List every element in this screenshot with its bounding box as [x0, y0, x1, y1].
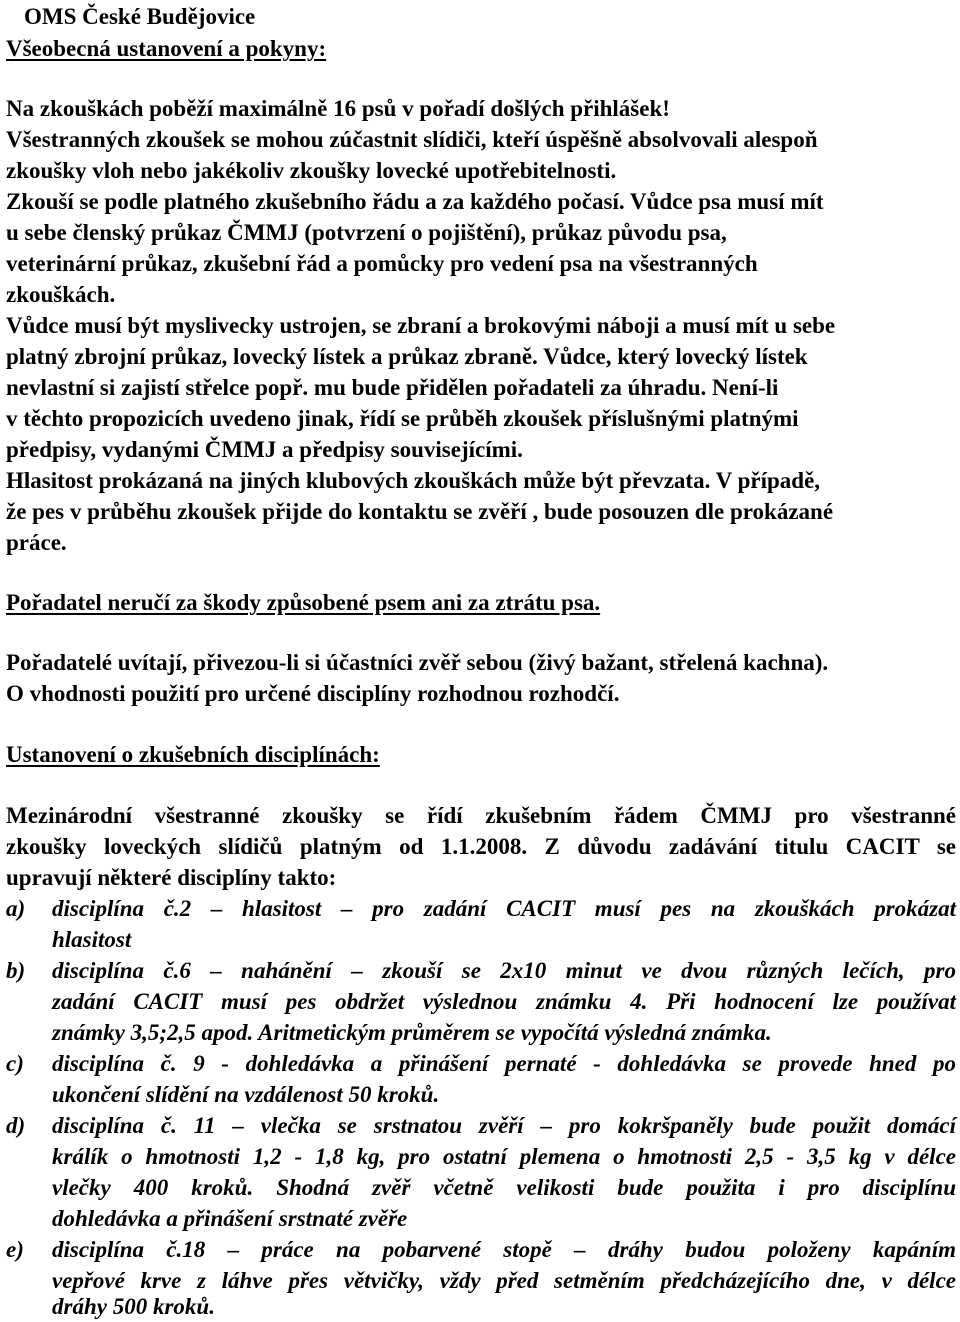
- liability-notice: Pořadatel neručí za škody způsobené psem ani za ztrátu psa.: [6, 590, 601, 615]
- general-line: nevlastní si zajistí střelce popř. mu bude přidělen pořadateli za úhradu. Není-li: [6, 375, 779, 400]
- general-line: u sebe členský průkaz ČMMJ (potvrzení o pojištění), průkaz původu psa,: [6, 220, 727, 245]
- item-line: dohledávka a přinášení srstnaté zvěře: [52, 1206, 408, 1231]
- item-line: králík o hmotnosti 1,2 - 1,8 kg, pro ostatní plemena o hmotnosti 2,5 - 3,5 kg v délce: [52, 1144, 956, 1169]
- general-line: zkouškách.: [6, 282, 116, 307]
- general-line: Na zkouškách poběží maximálně 16 psů v pořadí došlých přihlášek!: [6, 96, 670, 121]
- general-line: že pes v průběhu zkoušek přijde do kontaktu se zvěří , bude posouzen dle prokázané: [6, 499, 834, 524]
- item-letter: c): [6, 1051, 24, 1076]
- item-line: vlečky 400 kroků. Shodná zvěř včetně velikosti bude použita i pro disciplínu: [52, 1175, 956, 1200]
- general-line: Zkouší se podle platného zkušebního řádu a za každého počasí. Vůdce psa musí mít: [6, 189, 824, 214]
- item-line: známky 3,5;2,5 apod. Aritmetickým průměrem se vypočítá výsledná známka.: [52, 1020, 772, 1045]
- item-line: disciplína č.2 – hlasitost – pro zadání CACIT musí pes na zkouškách prokázat: [52, 896, 956, 921]
- general-line: Hlasitost prokázaná na jiných klubových zkouškách může být převzata. V případě,: [6, 468, 821, 493]
- item-line: disciplína č. 11 – vlečka se srstnatou zvěří – pro kokršpaněly bude použit domácí: [52, 1113, 956, 1138]
- disciplines-heading: Ustanovení o zkušebních disciplínách:: [6, 742, 380, 767]
- general-heading: Všeobecná ustanovení a pokyny:: [6, 36, 327, 61]
- org-title: OMS České Budějovice: [24, 4, 256, 29]
- general-line: veterinární průkaz, zkušební řád a pomůcky pro vedení psa na všestranných: [6, 251, 758, 276]
- item-line: disciplína č. 9 - dohledávka a přinášení pernaté - dohledávka se provede hned po: [52, 1051, 956, 1076]
- intro-line: Mezinárodní všestranné zkoušky se řídí zkušebním řádem ČMMJ pro všestranné: [6, 803, 956, 828]
- item-line: ukončení slídění na vzdálenost 50 kroků.: [52, 1082, 440, 1107]
- general-line: předpisy, vydanými ČMMJ a předpisy souvisejícími.: [6, 437, 523, 462]
- general-line: zkoušky vloh nebo jakékoliv zkoušky lovecké upotřebitelnosti.: [6, 158, 617, 183]
- general-line: Všestranných zkoušek se mohou zúčastnit slídiči, kteří úspěšně absolvovali alespoň: [6, 127, 818, 152]
- general-line: práce.: [6, 530, 67, 555]
- item-line: vepřové krve z láhve přes větvičky, vždy před setměním předcházejícího dne, v délce: [52, 1268, 956, 1293]
- item-line: zadání CACIT musí pes obdržet výslednou známku 4. Při hodnocení lze používat: [52, 989, 956, 1014]
- game-line: O vhodnosti použití pro určené disciplíny rozhodnou rozhodčí.: [6, 681, 620, 706]
- intro-line: zkoušky loveckých slídičů platným od 1.1.2008. Z důvodu zadávání titulu CACIT se: [6, 834, 956, 859]
- item-line: disciplína č.6 – nahánění – zkouší se 2x10 minut ve dvou různých lečích, pro: [52, 958, 956, 983]
- item-line: dráhy 500 kroků.: [52, 1294, 215, 1319]
- item-line: hlasitost: [52, 927, 132, 952]
- item-line: disciplína č.18 – práce na pobarvené stopě – dráhy budou položeny kapáním: [52, 1237, 956, 1262]
- general-line: Vůdce musí být myslivecky ustrojen, se zbraní a brokovými náboji a musí mít u sebe: [6, 313, 836, 338]
- item-letter: e): [6, 1237, 24, 1262]
- general-line: v těchto propozicích uvedeno jinak, řídí se průběh zkoušek příslušnými platnými: [6, 406, 799, 431]
- item-letter: a): [6, 896, 26, 921]
- general-line: platný zbrojní průkaz, lovecký lístek a průkaz zbraně. Vůdce, který lovecký lístek: [6, 344, 808, 369]
- item-letter: b): [6, 958, 26, 983]
- item-letter: d): [6, 1113, 26, 1138]
- intro-line: upravují některé disciplíny takto:: [6, 865, 337, 890]
- game-line: Pořadatelé uvítají, přivezou-li si účastníci zvěř sebou (živý bažant, střelená kachna).: [6, 650, 829, 675]
